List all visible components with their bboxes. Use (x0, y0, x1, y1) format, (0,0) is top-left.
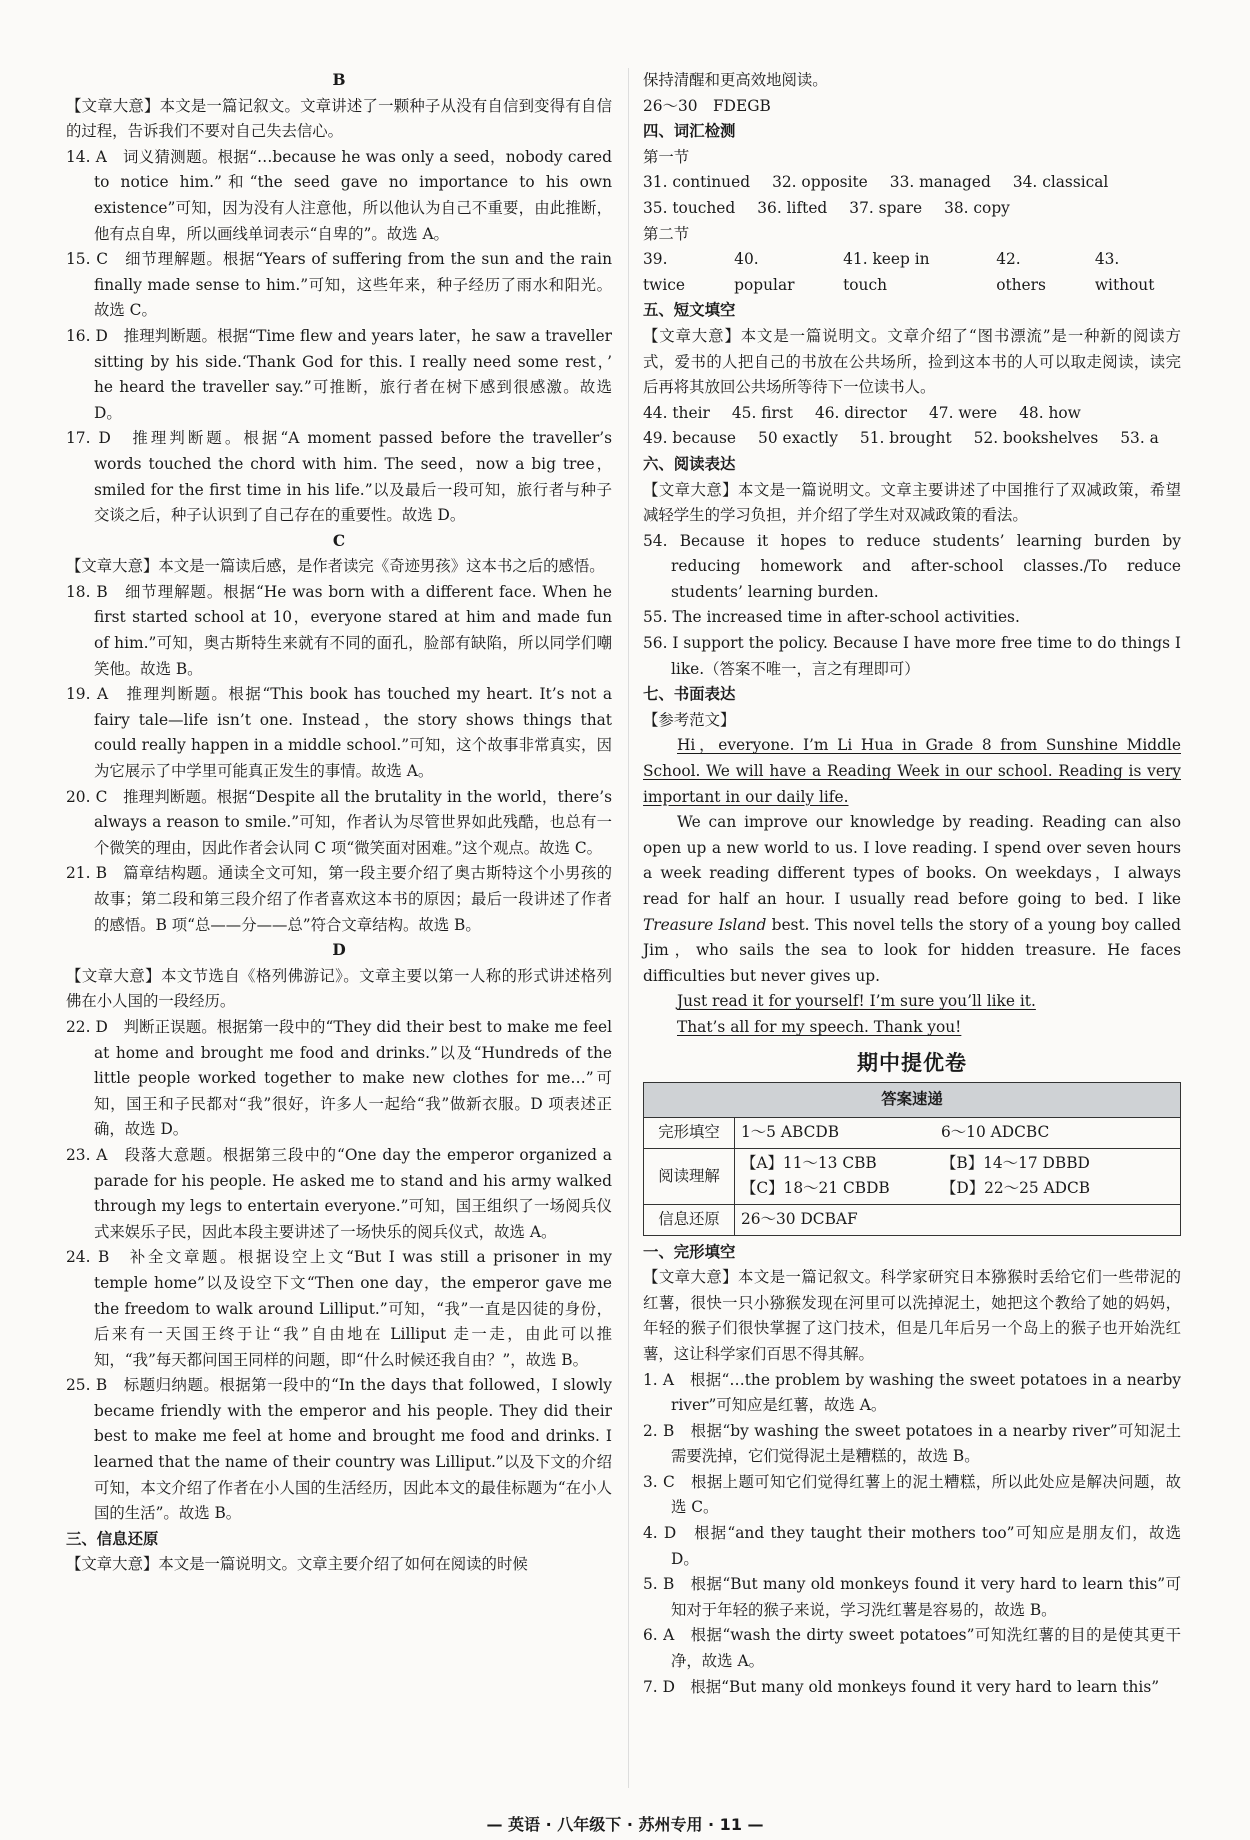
answer-16: 16. D 推理判断题。根据“Time flew and years later，he saw a traveller sitting by his side.‘Thank God for this. I really need some rest，’ he heard the traveller say.”可推断，旅行者在树下感到很感激。故选 D。 (66, 326, 612, 422)
answer-cell: 【C】18～21 CBDB (741, 1179, 890, 1198)
essay-paragraph-4 (643, 1015, 1181, 1041)
row-answers (735, 1204, 1181, 1235)
midterm-answer-1: 1. A 根据“…the problem by washing the sweet potatoes in a nearby river”可知应是红薯，故选 A。 (643, 1370, 1181, 1415)
page-footer: — 英语 · 八年级下 · 苏州专用 · 11 — (486, 1815, 764, 1834)
midterm-answer-3: 3. C 根据上题可知它们觉得红薯上的泥土糟糕，所以此处应是解决问题，故选 C。 (643, 1472, 1181, 1517)
answer-26-30: 26～30 FDEGB (643, 96, 771, 115)
vocab-answer: 35. touched (643, 198, 736, 217)
midterm-section-1: 一、完形填空 (643, 1242, 736, 1261)
section-heading-b: B (332, 71, 346, 89)
answer-17: 17. D 推理判断题。根据“A moment passed before the traveller’s words touched the chord with him. The seed，now a big tree，smiled for the first time in his life.”以及最后一段可知，旅行者与种子交谈之后，种子认识到了自己存在的重要性。故选 D。 (66, 429, 612, 525)
essay-text: Just read it for yourself! I’m sure you’ll like it. (677, 992, 1036, 1011)
summary-6: 【文章大意】本文是一篇说明文。文章主要讲述了中国推行了双减政策，希望减轻学生的学习负担，并介绍了学生对双减政策的看法。 (643, 480, 1181, 525)
midterm-answer-7: 7. D 根据“But many old monkeys found it very hard to learn this” (643, 1677, 1160, 1696)
vocab-answer: 34. classical (1012, 173, 1109, 192)
fill-row-2 (643, 426, 1181, 452)
vocab-answer: 41. keep in touch (843, 250, 930, 294)
answer-56: 56. I support the policy. Because I have more free time to do things I like.（答案不唯一，言之有理即可） (643, 634, 1181, 678)
fill-row-1 (643, 401, 1181, 427)
answer-55: 55. The increased time in after-school activities. (643, 608, 1020, 627)
answer-19: 19. A 推理判断题。根据“This book has touched my heart. It’s not a fairy tale—life isn’t one. Instead，the story shows things that could really happen in a middle school.”可知，这个故事非常真实，因为它展示了中学里可能真正发生的事情。故选 A。 (66, 685, 612, 781)
row-answers (735, 1148, 1181, 1204)
fill-answer: 44. their (643, 403, 710, 422)
fill-answer: 45. first (731, 403, 793, 422)
midterm-answer-5: 5. B 根据“But many old monkeys found it very hard to learn this”可知对于年轻的猴子来说，学习洗红薯是容易的，故选 B。 (643, 1575, 1181, 1619)
answer-15: 15. C 细节理解题。根据“Years of suffering from the sun and the rain finally made sense to him.”可知，这些年来，种子经历了雨水和阳光。故选 C。 (66, 250, 612, 320)
answer-23: 23. A 段落大意题。根据第三段中的“One day the emperor organized a parade for his people. He asked me to stand and his army walked through my legs to entertain everyone.”可知，国王组织了一场阅兵仪式来娱乐子民，因此本段主要讲述了一场快乐的阅兵仪式，故选 A。 (66, 1145, 612, 1241)
answer-cell: 【A】11～13 CBB (741, 1153, 877, 1172)
essay-paragraph-2 (643, 810, 1181, 989)
summary-b: 【文章大意】本文是一篇记叙文。文章讲述了一颗种子从没有自信到变得有自信的过程，告诉我们不要对自己失去信心。 (66, 96, 612, 141)
part-2-label: 第二节 (643, 224, 690, 243)
summary-5: 【文章大意】本文是一篇说明文。文章介绍了“图书漂流”是一种新的阅读方式，爱书的人把自己的书放在公共场所，捡到这本书的人可以取走阅读，读完后再将其放回公共场所等待下一位读书人。 (643, 326, 1181, 397)
book-title: Treasure Island (643, 915, 767, 934)
answer-table-header: 答案速递 (644, 1083, 1181, 1118)
essay-text: We can improve our knowledge by reading. Reading can also open up a new world to us. I love reading. I spend over seven hours a week reading different types of books. On weekdays，I always read for half an hour. I usually read before going to bed. I like (643, 813, 1181, 908)
essay-text: best. This novel tells the story of a young boy called Jim，who sails the sea to look for hidden treasure. He faces difficulties but never gives up. (643, 915, 1182, 985)
summary-c: 【文章大意】本文是一篇读后感，是作者读完《奇迹男孩》这本书之后的感悟。 (66, 557, 605, 576)
vocab-row-1 (643, 170, 1181, 196)
column-divider (628, 68, 629, 1788)
fill-answer: 51. brought (859, 429, 952, 448)
answer-table (643, 1082, 1181, 1235)
fill-answer: 50 exactly (758, 429, 838, 448)
row-label: 完形填空 (644, 1118, 735, 1149)
left-column (66, 68, 612, 1578)
vocab-answer: 39. twice (643, 250, 686, 294)
fill-answer: 48. how (1019, 403, 1081, 422)
vocab-answer: 37. spare (849, 198, 923, 217)
row-label: 信息还原 (644, 1204, 735, 1235)
section-heading-5: 五、短文填空 (643, 301, 736, 320)
section-heading-d: D (332, 941, 346, 960)
fill-answer: 47. were (928, 403, 998, 422)
midterm-summary: 【文章大意】本文是一篇记叙文。科学家研究日本猕猴时丢给它们一些带泥的红薯，很快一只小猕猴发现在河里可以洗掉泥土，她把这个教给了她的妈妈，年轻的猴子们很快掌握了这门技术，但是几年后另一个岛上的猴子也开始洗红薯，这让科学家们百思不得其解。 (643, 1268, 1181, 1363)
summary-d: 【文章大意】本文节选自《格列佛游记》。文章主要以第一人称的形式讲述格列佛在小人国的一段经历。 (66, 966, 612, 1011)
vocab-answer: 40. popular (734, 250, 795, 294)
section-heading-6: 六、阅读表达 (643, 454, 736, 473)
midterm-answer-2: 2. B 根据“by washing the sweet potatoes in a nearby river”可知泥土需要洗掉，它们觉得泥土是糟糕的，故选 B。 (643, 1421, 1181, 1466)
model-essay-label: 【参考范文】 (643, 710, 736, 729)
answer-24: 24. B 补全文章题。根据设空上文“But I was still a prisoner in my temple home”以及设空下文“Then one day，the emperor gave me the freedom to walk around Lilliput.”可知，“我”一直是囚徒的身份，后来有一天国王终于让“我”自由地在 Lilliput 走一走，由此可以推知，“我”每天都问国王同样的问题，即“什么时候还我自由？”，故选 B。 (66, 1248, 612, 1369)
fill-answer: 53. a (1120, 429, 1159, 448)
answer-cell: 6～10 ADCBC (941, 1123, 1050, 1142)
row-answers (735, 1118, 1181, 1149)
vocab-row-3 (643, 247, 1181, 298)
answer-cell: 【D】22～25 ADCB (941, 1179, 1091, 1198)
summary-3: 【文章大意】本文是一篇说明文。文章主要介绍了如何在阅读的时候 (66, 1555, 528, 1574)
answer-cell: 1～5 ABCDB (741, 1123, 840, 1142)
row-label: 阅读理解 (644, 1148, 735, 1204)
answer-21: 21. B 篇章结构题。通读全文可知，第一段主要介绍了奥古斯特这个小男孩的故事；第二段和第三段介绍了作者喜欢这本书的原因；最后一段讲述了作者的感悟。B 项“总——分——总”符合文章结构。故选 B。 (66, 864, 612, 934)
vocab-answer: 43. without (1094, 250, 1155, 294)
midterm-answer-6: 6. A 根据“wash the dirty sweet potatoes”可知洗红薯的目的是使其更干净，故选 A。 (643, 1626, 1181, 1671)
answer-25: 25. B 标题归纳题。根据第一段中的“In the days that followed，I slowly became friendly with the emperor and his people. They did their best to make me feel at home and brought me food and drinks. I learned that the name of their country was Lilliput.”以及下文的介绍可知，本文介绍了作者在小人国的生活经历，因此本文的最佳标题为“在小人国的生活”。故选 B。 (66, 1376, 612, 1523)
essay-paragraph-3 (643, 989, 1181, 1015)
answer-cell: 【B】14～17 DBBD (941, 1153, 1090, 1172)
essay-text: That’s all for my speech. Thank you! (677, 1017, 962, 1036)
vocab-answer: 38. copy (944, 198, 1010, 217)
fill-answer: 49. because (643, 429, 737, 448)
midterm-answer-4: 4. D 根据“and they taught their mothers too”可知应是朋友们，故选 D。 (643, 1524, 1181, 1568)
vocab-answer: 31. continued (643, 173, 751, 192)
vocab-answer: 36. lifted (757, 198, 828, 217)
answer-20: 20. C 推理判断题。根据“Despite all the brutality in the world，there’s always a reason to smile.”可知，作者认为尽管世界如此残酷，也总有一个微笑的理由，因此作者会认同 C 项“微笑面对困难。”这个观点。故选 C。 (66, 787, 612, 857)
section-heading-4: 四、词汇检测 (643, 122, 736, 141)
fill-answer: 46. director (814, 403, 907, 422)
answer-22: 22. D 判断正误题。根据第一段中的“They did their best to make me feel at home and brought me food and drinks.”以及“Hundreds of the little people worked together to make new clothes for me…”可知，国王和子民都对“我”很好，许多人一起给“我”做新衣服。D 项表述正确，故选 D。 (66, 1017, 612, 1139)
midterm-title: 期中提优卷 (857, 1050, 967, 1075)
essay-paragraph-1: Hi，everyone. I’m Li Hua in Grade 8 from Sunshine Middle School. We will have a Reading Week in our school. Reading is very important in our daily life. (643, 736, 1181, 806)
vocab-answer: 32. opposite (772, 173, 868, 192)
answer-cell: 26～30 DCBAF (741, 1209, 858, 1228)
section-heading-7: 七、书面表达 (643, 685, 736, 704)
vocab-answer: 42. others (996, 250, 1046, 294)
section-heading-c: C (332, 531, 346, 550)
answer-18: 18. B 细节理解题。根据“He was born with a different face. When he first started school at 10，everyone stared at him and made fun of him.”可知，奥古斯特生来就有不同的面孔，脸部有缺陷，所以同学们嘲笑他。故选 B。 (66, 582, 612, 678)
vocab-row-2 (643, 196, 1181, 222)
right-column (643, 68, 1181, 1700)
summary-3-continued: 保持清醒和更高效地阅读。 (643, 71, 828, 89)
section-heading-3: 三、信息还原 (66, 1529, 159, 1548)
part-1-label: 第一节 (643, 147, 690, 166)
answer-14: 14. A 词义猜测题。根据“…because he was only a seed，nobody cared to notice him.”和“the seed gave no importance to his own existence”可知，因为没有人注意他，所以他认为自己不重要，由此推断，他有点自卑，所以画线单词表示“自卑的”。故选 A。 (66, 147, 612, 243)
answer-54: 54. Because it hopes to reduce students’ learning burden by reducing homework and after-school classes./To reduce students’ learning burden. (643, 531, 1181, 601)
vocab-answer: 33. managed (889, 173, 991, 192)
fill-answer: 52. bookshelves (973, 429, 1099, 448)
